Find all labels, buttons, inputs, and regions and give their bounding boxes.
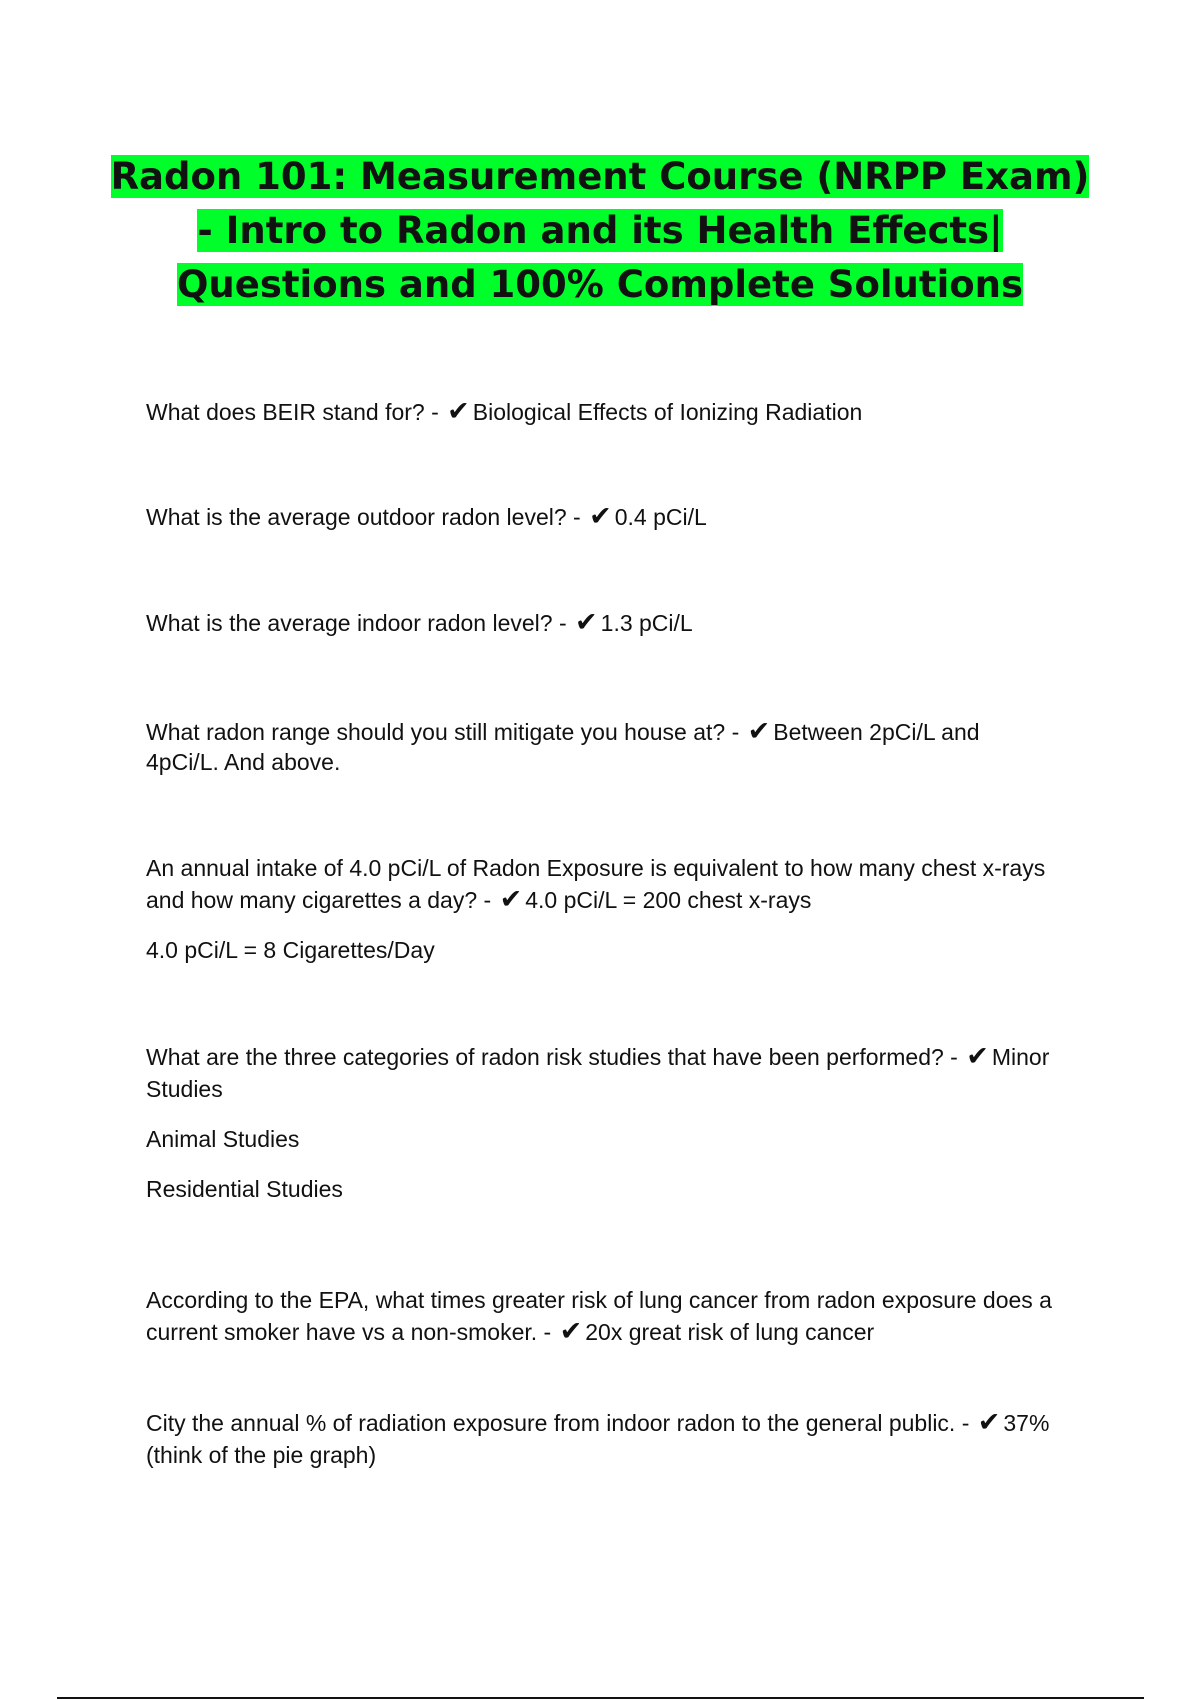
checkmark-icon: ✔ xyxy=(977,1407,1001,1438)
question-text: An annual intake of 4.0 pCi/L of Radon Exposure is equivalent to how many chest x-rays and how many cigarettes a day? - xyxy=(146,855,1046,913)
answer-text: 1.3 pCi/L xyxy=(600,610,693,636)
answer-text: Biological Effects of Ionizing Radiation xyxy=(472,399,863,425)
document-title xyxy=(100,150,1100,312)
checkmark-icon: ✔ xyxy=(747,716,771,747)
question-text: What is the average indoor radon level? - xyxy=(146,610,567,636)
question-text: What radon range should you still mitigate you house at? - xyxy=(146,719,740,745)
qa-line xyxy=(146,501,1086,533)
checkmark-icon: ✔ xyxy=(447,396,470,427)
checkmark-icon: ✔ xyxy=(499,884,523,915)
qa-item-7 xyxy=(146,1284,1086,1348)
checkmark-icon: ✔ xyxy=(575,607,598,638)
question-text: What are the three categories of radon risk studies that have been performed? - xyxy=(146,1044,958,1070)
qa-item-4 xyxy=(146,717,996,777)
checkmark-icon: ✔ xyxy=(589,501,612,532)
question-text: What is the average outdoor radon level? - xyxy=(146,504,581,530)
qa-line xyxy=(146,396,1086,428)
qa-item-3 xyxy=(146,607,1086,639)
answer-text: 0.4 pCi/L xyxy=(614,504,707,530)
answer-text: Between 2pCi/L and 4pCi/L. And above. xyxy=(146,719,980,775)
answer-extra-line: 4.0 pCi/L = 8 Cigarettes/Day xyxy=(146,937,435,963)
qa-item-6 xyxy=(146,1041,1086,1205)
question-text: According to the EPA, what times greater risk of lung cancer from radon exposure does a current smoker have vs a non-smoker. - xyxy=(146,1287,1052,1345)
qa-line xyxy=(146,1284,1086,1348)
question-text: City the annual % of radiation exposure from indoor radon to the general public. - xyxy=(146,1410,970,1436)
answer-text: 37% (think of the pie graph) xyxy=(146,1410,1050,1468)
answer-text: 20x great risk of lung cancer xyxy=(585,1319,875,1345)
qa-item-2 xyxy=(146,501,1086,533)
answer-extra-line: Residential Studies xyxy=(146,1176,343,1202)
qa-line xyxy=(146,607,1086,639)
answer-text: Minor Studies xyxy=(146,1044,1050,1102)
answer-extra-line: Animal Studies xyxy=(146,1126,300,1152)
checkmark-icon: ✔ xyxy=(559,1316,583,1347)
qa-line xyxy=(146,1041,1086,1105)
answer-text: 4.0 pCi/L = 200 chest x-rays xyxy=(525,887,812,913)
footer-rule xyxy=(57,1697,1144,1699)
qa-item-1 xyxy=(146,396,1086,428)
qa-line xyxy=(146,717,996,777)
title-highlight: Radon 101: Measurement Course (NRPP Exam) - Intro to Radon and its Health Effects| Questions and 100% Complete Solutions xyxy=(110,155,1090,306)
question-text: What does BEIR stand for? - xyxy=(146,399,439,425)
qa-item-8 xyxy=(146,1407,1086,1471)
qa-item-5 xyxy=(146,852,1086,966)
qa-line xyxy=(146,1407,1086,1471)
qa-line xyxy=(146,852,1086,916)
checkmark-icon: ✔ xyxy=(966,1041,989,1072)
